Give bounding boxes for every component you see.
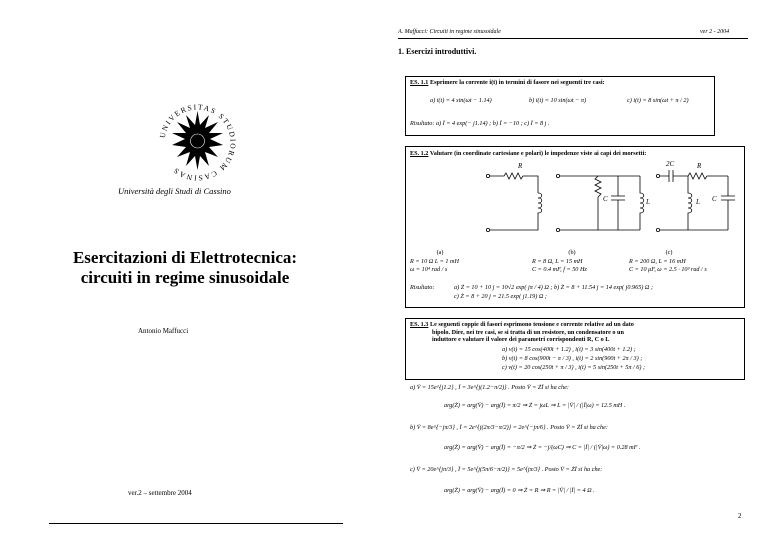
caption-c [629,249,741,275]
university-name: Università degli Studi di Cassino [118,186,231,196]
author: Antonio Maffucci [138,327,189,335]
title-line-2: circuiti in regime sinusoidale [80,268,290,287]
university-seal-icon [150,95,245,190]
header-left: A. Maffucci: Circuiti in regime sinusoidale [398,29,501,35]
caption-b-tag: (b) [568,249,576,256]
header-rule [398,38,748,39]
es12-result-line2: c) Ż = 8 + 20 j = 21.5 exp( j1.19) Ω ; [454,293,547,300]
es12-heading [410,150,646,158]
es13-sol-c2: arg(Ż) = arg(V̄) − arg(Ī) = 0 ⇒ Ż = R ⇒ R = |V̄| / |Ī| = 4 Ω . [444,487,595,494]
es12-label: ES. 1.2 [410,150,429,157]
es11-item-a: a) i(t) = 4 sin(ωt − 1.14) [430,97,492,104]
circuit-a [486,173,541,232]
version-label: ver.2 – settembre 2004 [128,489,192,497]
right-page [384,0,768,543]
circuit-a-label-R: R [518,162,523,170]
es13-sol-c1: c) V̄ = 20e^{jπ/3} , Ī = 5e^{j(5π/6−π/2)} = 5e^{jπ/3} . Posto V̄ = ŻĪ si ha che: [410,466,603,473]
circuit-c-label-2C: 2C [666,160,675,168]
caption-c-line1: R = 200 Ω, L = 16 mH [629,257,686,265]
es13-text-2: bipolo. Dire, nei tre casi, se si tratta di un resistore, un condensatore o un [432,328,624,336]
es13-item-a: a) v(t) = 15 cos(400t + 1.2) , i(t) = 3 sin(400t + 1.2) ; [502,346,636,353]
es13-text-1: Le seguenti coppie di fasori esprimono tensione e corrente relative ad un dato [429,321,634,328]
page-number: 2 [738,512,742,520]
circuit-b-label-C: C [603,195,608,203]
es11-item-c: c) i(t) = 8 sin(ωt + π / 2) [627,97,689,104]
es13-item-c: c) v(t) = 20 cos(250t + π / 3) , i(t) = 5 sin(250t + 5π / 6) ; [502,364,646,371]
header-right: ver 2 - 2004 [700,29,730,35]
es13-heading [410,321,738,344]
circuit-diagrams [406,158,742,248]
es13-label: ES. 1.3 [410,321,429,328]
es13-sol-b1: b) V̄ = 8e^{−jπ/3} , Ī = 2e^{j(2π/3−π/2)} = 2e^{−jπ/6} . Posto V̄ = ŻĪ si ha che: [410,424,608,431]
circuit-c-label-R: R [697,162,702,170]
caption-b-line2: C = 0.4 mF, f = 50 Hz [532,266,587,273]
es11-item-b: b) i(t) = 10 sin(ωt − π) [529,97,587,104]
es11-label: ES. 1.1 [410,79,429,86]
es13-sol-a1: a) V̄ = 15e^{j1.2} , Ī = 3e^{j(1.2−π/2)} . Posto V̄ = ŻĪ si ha che: [410,384,569,391]
title-line-1: Esercitazioni di Elettrotecnica: [72,248,298,267]
section-title: 1. Esercizi introduttivi. [398,47,477,56]
caption-a-tag: (a) [436,249,444,256]
es11-text: Esprimere la corrente i(t) in termini di fasore nei seguenti tre casi: [429,79,605,86]
es11-heading [410,79,605,87]
caption-b-line1: R = 8 Ω, L = 15 mH [532,257,583,265]
caption-c-line2: C = 10 μF, ω = 2.5 · 10³ rad / s [629,266,707,273]
seal-ring-text: UNIVERSITAS STUDIORUM CASINAS [157,102,238,183]
document-title [20,248,350,288]
es13-item-b: b) v(t) = 8 cos(900t − π / 3) , i(t) = 2 sin(900t + 2π / 3) ; [502,355,643,362]
circuit-b-label-L: L [646,198,650,206]
circuit-c-label-L: L [696,198,700,206]
caption-a [410,249,520,275]
es13-sol-b2: arg(Ż) = arg(V̄) − arg(Ī) = −π/2 ⇒ Ż = −j/(ωC) ⇒ C = |Ī| / (|V̄|ω) = 0.28 mF . [444,444,641,451]
es12-result-line1: a) Ż = 10 + 10 j = 10√2 exp( jπ / 4) Ω ; b) Ż = 8 + 11.54 j = 14 exp( j0.965) Ω ; [454,284,653,291]
es11-result: Risultato: a) Ī = 4 exp(− j1.14) ; b) Ī = −10 ; c) Ī = 8 j . [410,120,550,127]
es12-result-label: Risultato: [410,284,435,291]
circuit-b [556,174,643,231]
caption-c-tag: (c) [665,249,673,256]
es13-text-3: induttore e valutare il valore dei parametri corrispondenti R, C o L [432,336,610,343]
left-divider [49,523,343,524]
es13-sol-a2: arg(Ż) = arg(V̄) − arg(Ī) = π/2 ⇒ Ż = jωL ⇒ L = |V̄| / (|Ī|ω) = 12.5 mH . [444,402,626,409]
caption-a-line2: ω = 10⁴ rad / s [410,266,448,273]
circuit-c-label-C: C [712,195,717,203]
caption-b [532,249,642,275]
caption-a-line1: R = 10 Ω L = 1 mH [410,257,459,265]
es12-text: Valutare (in coordinate cartesiane e polari) le impedenze viste ai capi dei morsetti: [429,150,647,157]
